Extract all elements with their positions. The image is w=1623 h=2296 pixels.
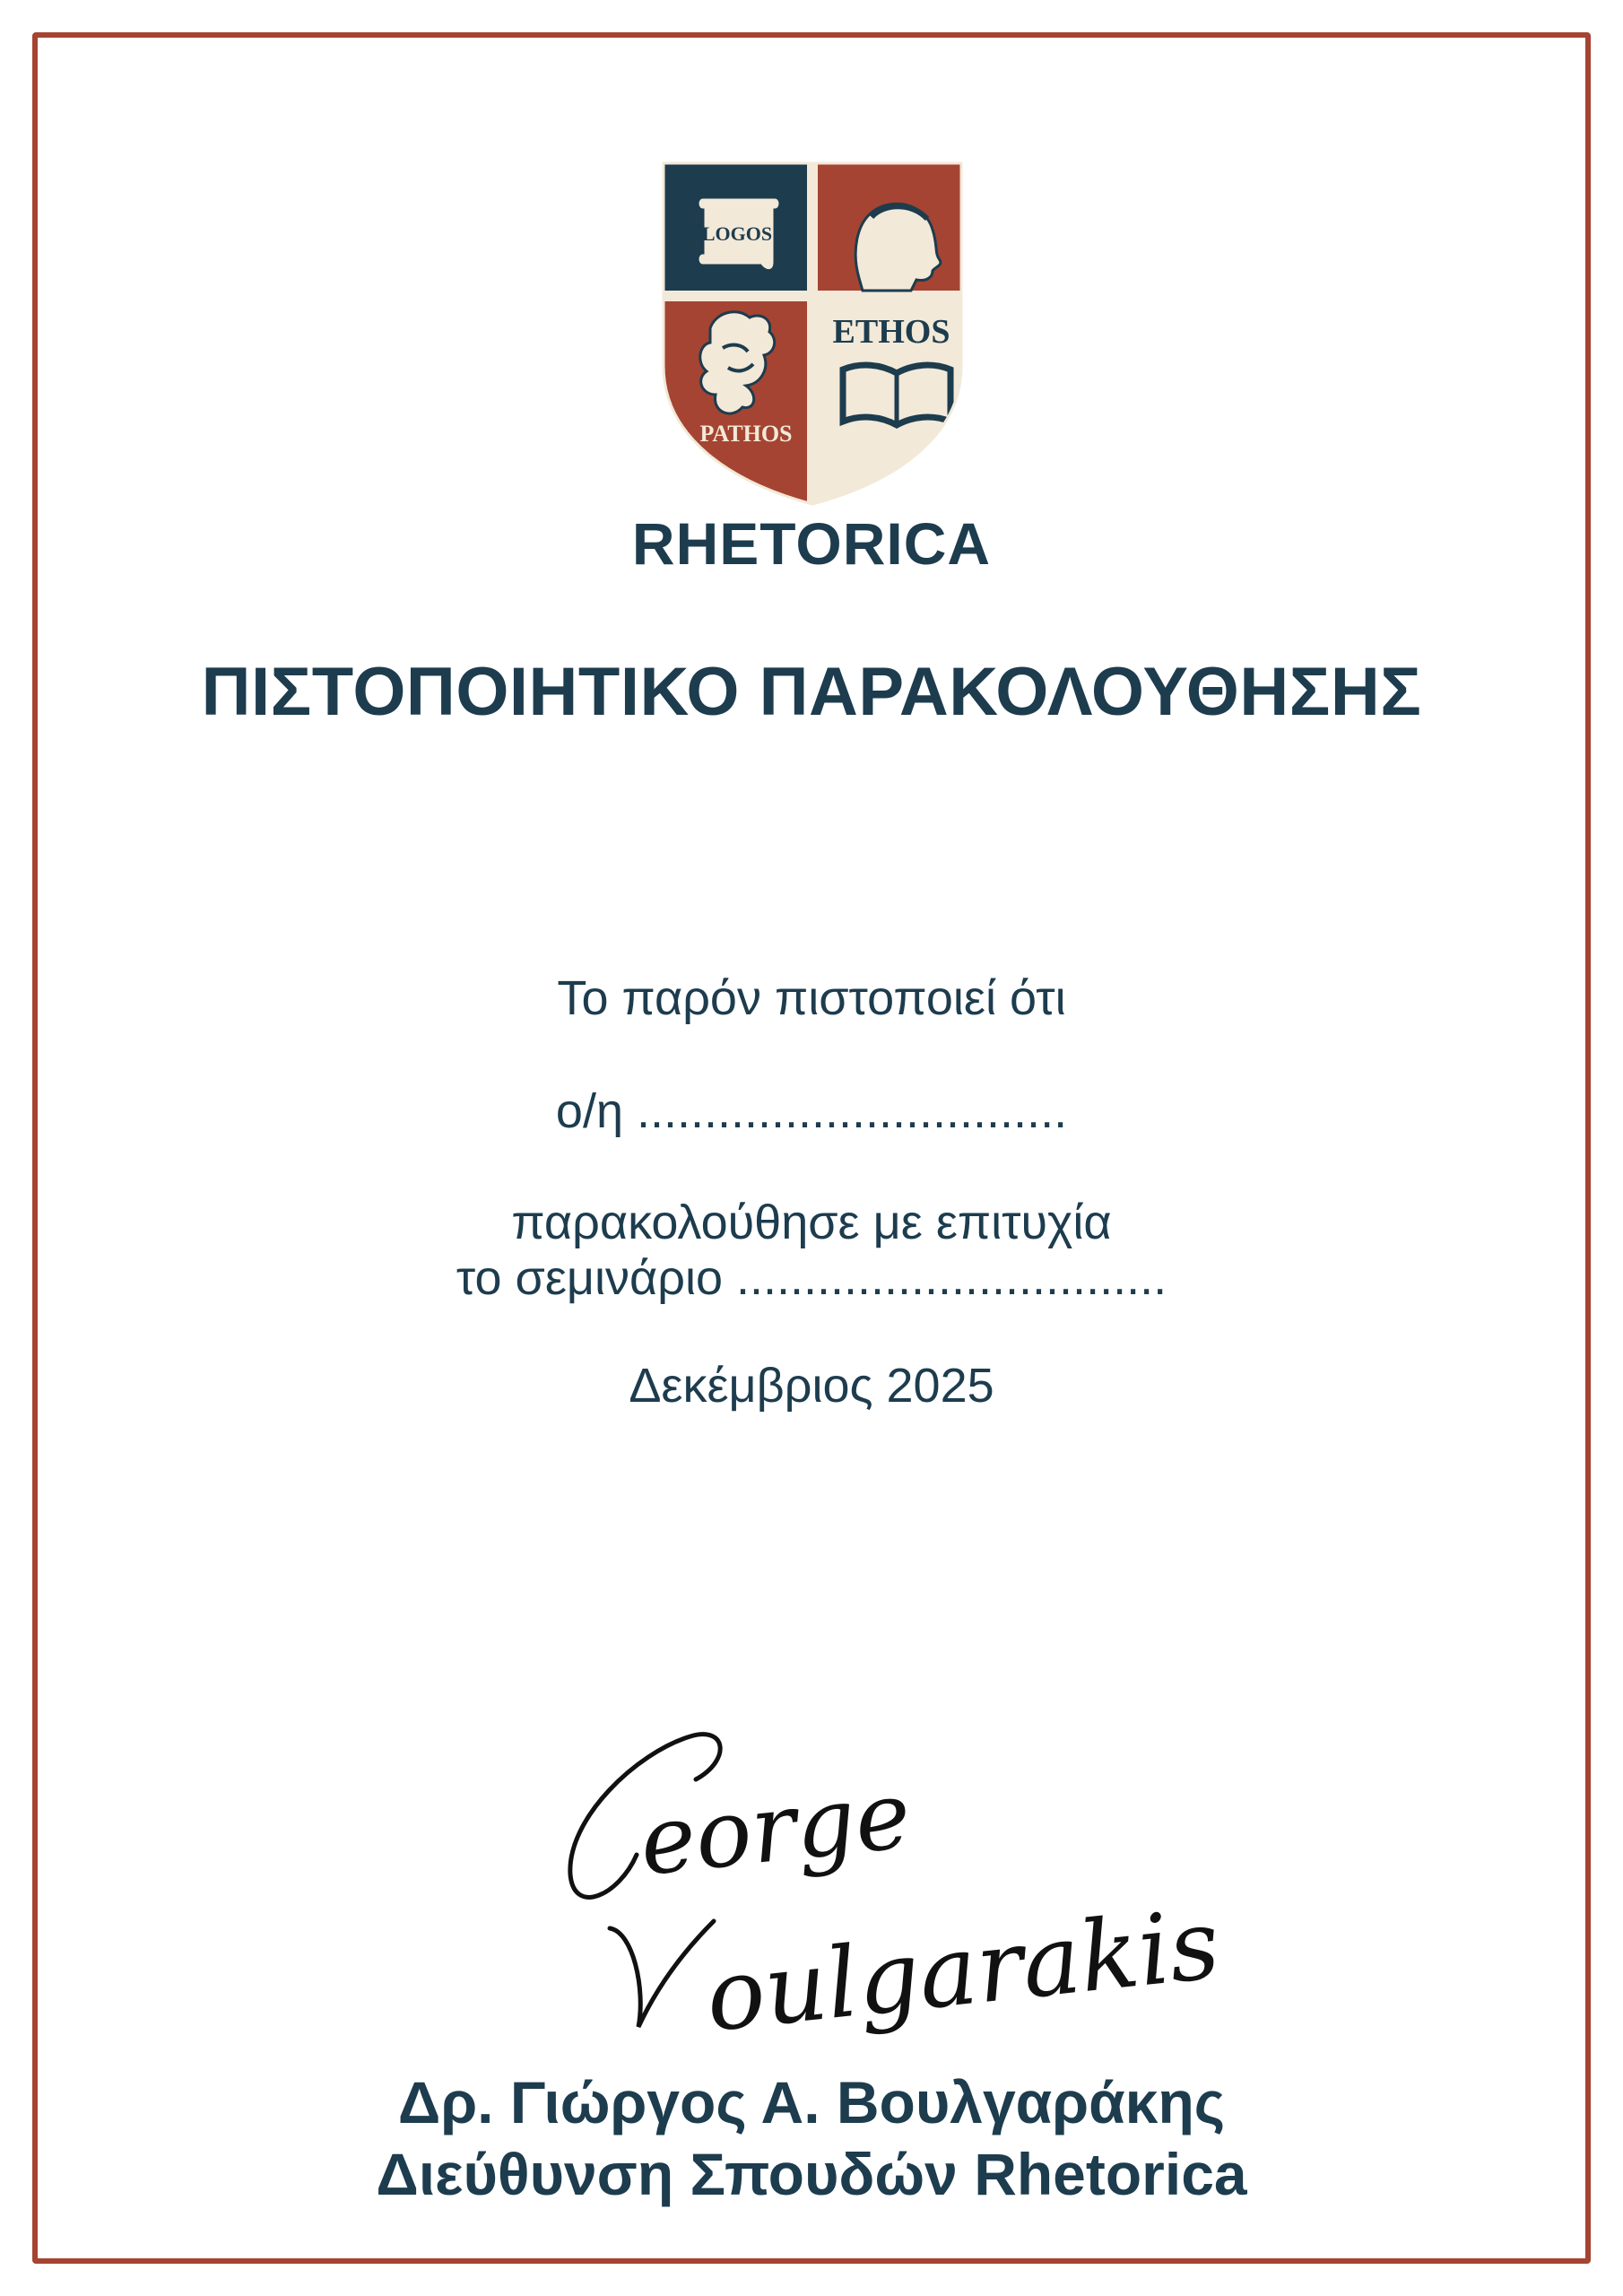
recipient-line: ο/η ................................ <box>555 1084 1068 1138</box>
ethos-label: ETHOS <box>832 313 950 351</box>
certificate-date: Δεκέμβριος 2025 <box>629 1359 994 1413</box>
attended-line: παρακολούθησε με επιτυχία <box>511 1196 1112 1249</box>
svg-text:eorge: eorge <box>634 1759 916 1897</box>
brand-name: RHETORICA <box>631 510 992 577</box>
rhetorica-crest-logo <box>660 160 965 509</box>
logos-label: LOGOS <box>701 222 773 245</box>
seminar-line: το σεμινάριο ................................ <box>456 1251 1167 1305</box>
certificate-title: ΠΙΣΤΟΠΟΙΗΤΙΚΟ ΠΑΡΑΚΟΛΟΥΘΗΣΗΣ <box>201 654 1422 730</box>
signer-name: Δρ. Γιώργος Α. Βουλγαράκης <box>397 2069 1226 2135</box>
handwritten-signature <box>556 1720 1225 2061</box>
svg-text:oulgarakis: oulgarakis <box>700 1888 1225 2054</box>
signer-role: Διεύθυνση Σπουδών Rhetorica <box>376 2141 1247 2207</box>
pathos-label: PATHOS <box>699 421 793 447</box>
intro-text: Το παρόν πιστοποιεί ότι <box>557 971 1066 1025</box>
